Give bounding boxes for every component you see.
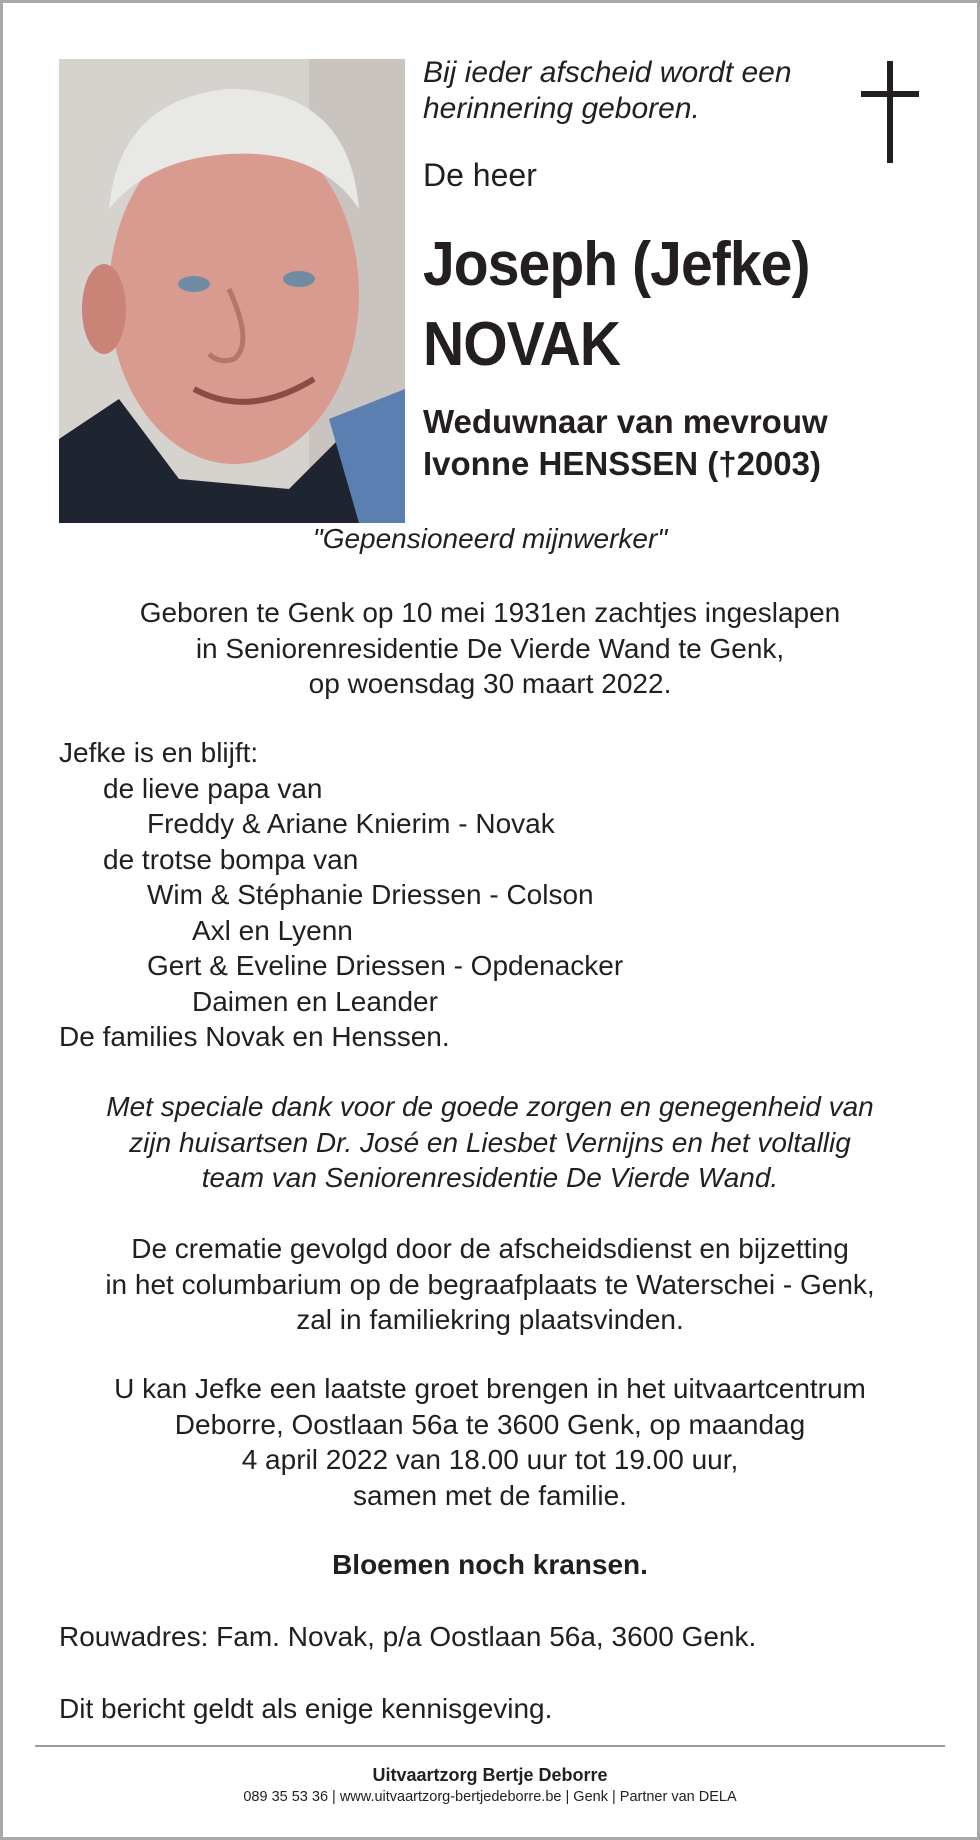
family-line: de trotse bompa van [103,843,359,875]
last-name: NOVAK [423,310,621,379]
spouse-line: Ivonne HENSSEN (†2003) [423,445,821,482]
funeral-company-name: Uitvaartzorg Bertje Deborre [372,1765,608,1785]
honorific: De heer [423,157,537,193]
flowers-notice: Bloemen noch kransen. [332,1549,648,1580]
mourning-address: Rouwadres: Fam. Novak, p/a Oostlaan 56a, 3600 Genk. [59,1621,757,1652]
notification-statement: Dit bericht geldt als enige kennisgeving. [59,1693,553,1724]
first-name: Joseph (Jefke) [423,230,810,299]
birth-death-paragraph [3,595,977,702]
paragraph-line: zal in familiekring plaatsvinden. [296,1304,684,1335]
portrait-photo [59,59,405,523]
family-line: Wim & Stéphanie Driessen - Colson [147,879,594,910]
thanks-paragraph [3,1089,977,1196]
paragraph-line: in het columbarium op de begraafplaats te Waterschei - Genk, [105,1268,875,1300]
paragraph-line: Deborre, Oostlaan 56a te 3600 Genk, op maandag [174,1408,806,1440]
death-notice [3,3,977,1837]
family-line: Gert & Eveline Driessen - Opdenacker [147,950,624,981]
deceased-name [423,225,810,385]
family-list [59,735,623,1055]
cross-icon [861,61,919,163]
funeral-company-contact: 089 35 53 36 | www.uitvaartzorg-bertjedeborre.be | Genk | Partner van DELA [243,1789,737,1805]
quote-line: herinnering geboren. [423,92,700,125]
opening-quote [423,55,792,127]
paragraph-line: Geboren te Genk op 10 mei 1931en zachtjes ingeslapen [139,597,841,628]
portrait-illustration [59,59,405,523]
paragraph-line: Met speciale dank voor de goede zorgen en genegenheid van [106,1091,874,1122]
cremation-paragraph [3,1231,977,1338]
paragraph-line: in Seniorenresidentie De Vierde Wand te Genk, [195,632,785,664]
paragraph-line: op woensdag 30 maart 2022. [308,668,672,699]
spouse-line: Weduwnaar van mevrouw [423,403,828,440]
occupation: "Gepensioneerd mijnwerker" [312,523,668,554]
family-intro: Jefke is en blijft: [59,737,259,768]
family-line: de lieve papa van [103,772,323,804]
paragraph-line: U kan Jefke een laatste groet brengen in het uitvaartcentrum [114,1373,866,1404]
paragraph-line: zijn huisartsen Dr. José en Liesbet Vernijns en het voltallig [129,1126,851,1158]
paragraph-line: De crematie gevolgd door de afscheidsdienst en bijzetting [131,1233,849,1264]
footer-divider [35,1745,945,1747]
paragraph-line: 4 april 2022 van 18.00 uur tot 19.00 uur, [241,1444,739,1475]
family-line: Daimen en Leander [192,985,438,1017]
spouse-info [423,401,828,485]
paragraph-line: samen met de familie. [353,1479,627,1511]
family-line: Axl en Lyenn [192,914,353,946]
visitation-paragraph [3,1371,977,1513]
family-line: Freddy & Ariane Knierim - Novak [147,808,555,839]
family-line: De families Novak en Henssen. [59,1021,450,1052]
quote-line: Bij ieder afscheid wordt een [423,56,792,89]
paragraph-line: team van Seniorenresidentie De Vierde Wand. [201,1162,779,1193]
